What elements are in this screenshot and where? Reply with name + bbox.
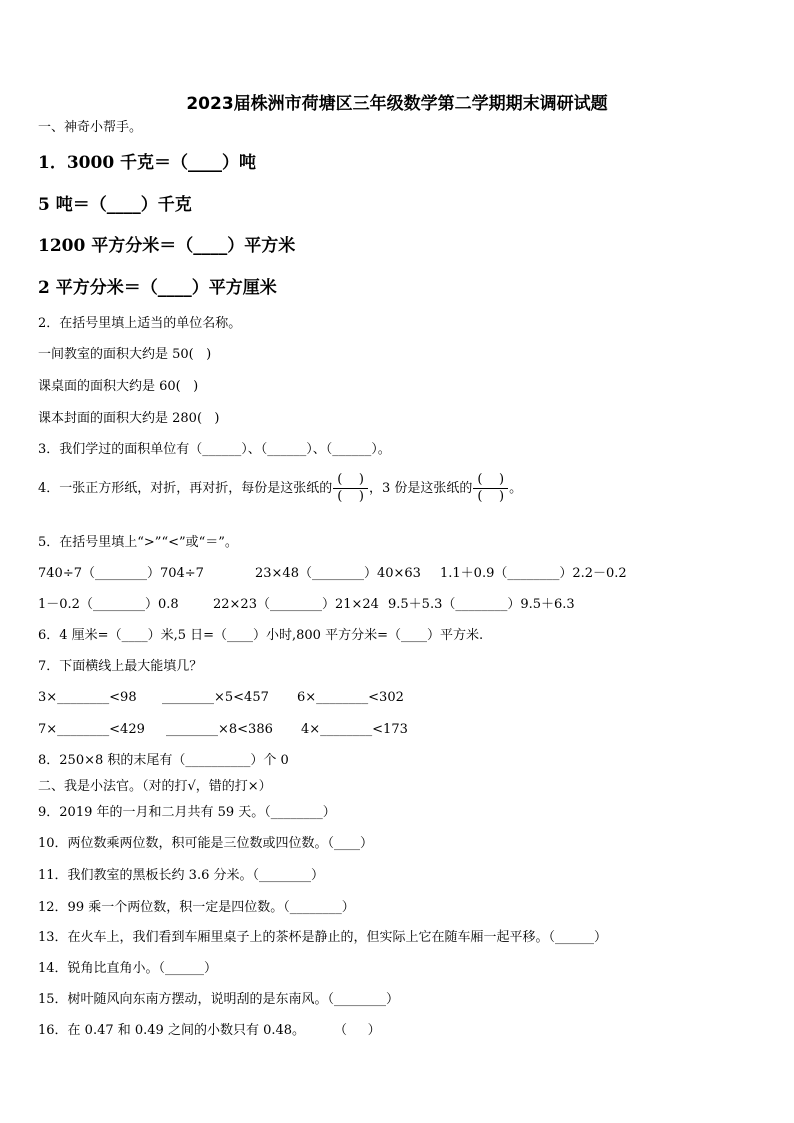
question-15: 15．树叶随风向东南方摆动，说明刮的是东南风。（________） bbox=[38, 992, 400, 1007]
page-title: 2023届株洲市荷塘区三年级数学第二学期期末调研试题 bbox=[186, 94, 608, 114]
question-2c: 课本封面的面积大约是 280( ) bbox=[38, 411, 220, 426]
question-4-text-1: 4．一张正方形纸，对折，再对折，每份是这张纸的 bbox=[38, 481, 333, 496]
question-8: 8．250×8 积的末尾有（__________）个 0 bbox=[38, 753, 289, 768]
question-5-item: 22×23（________）21×24 bbox=[213, 597, 379, 612]
question-16: 16．在 0.47 和 0.49 之间的小数只有 0.48。 （ ） bbox=[38, 1023, 381, 1038]
question-1c: 1200 平方分米＝（____）平方米 bbox=[38, 236, 296, 256]
question-5-item: 740÷7（________）704÷7 bbox=[38, 566, 204, 581]
question-4-text-2: ，3 份是这张纸的 bbox=[368, 481, 473, 496]
question-7-item: 6×________<302 bbox=[297, 690, 404, 705]
question-5-item: 9.5＋5.3（________）9.5＋6.3 bbox=[388, 597, 575, 612]
question-2-stem: 2．在括号里填上适当的单位名称。 bbox=[38, 316, 242, 331]
question-7-item: ________×5<457 bbox=[162, 690, 269, 705]
question-5-item: 23×48（________）40×63 bbox=[255, 566, 421, 581]
fraction-blank-1: $\frac{( )}{( )}$ bbox=[333, 472, 368, 505]
question-6: 6．4 厘米=（____）米,5 日=（____）小时,800 平方分米=（____）平方米. bbox=[38, 628, 484, 643]
question-1b: 5 吨＝（____）千克 bbox=[38, 195, 192, 215]
section-heading-2: 二、我是小法官。（对的打√，错的打×） bbox=[38, 779, 272, 794]
question-13: 13．在火车上，我们看到车厢里桌子上的茶杯是静止的，但实际上它在随车厢一起平移。（______） bbox=[38, 930, 608, 945]
question-7-item: 4×________<173 bbox=[301, 722, 408, 737]
question-3: 3．我们学过的面积单位有（______）、（______）、（______）。 bbox=[38, 442, 391, 457]
question-1d: 2 平方分米＝（____）平方厘米 bbox=[38, 278, 277, 298]
question-7-stem: 7．下面横线上最大能填几？ bbox=[38, 659, 203, 674]
question-5-item: 1.1＋0.9（________）2.2－0.2 bbox=[440, 566, 627, 581]
question-7-item: 3×________<98 bbox=[38, 690, 137, 705]
section-heading-1: 一、神奇小帮手。 bbox=[38, 120, 143, 135]
question-7-item: 7×________<429 bbox=[38, 722, 145, 737]
question-1a: 1．3000 千克＝（____）吨 bbox=[38, 153, 257, 173]
question-2b: 课桌面的面积大约是 60( ) bbox=[38, 379, 199, 394]
question-5-item: 1－0.2（________）0.8 bbox=[38, 597, 179, 612]
question-7-item: ________×8<386 bbox=[166, 722, 273, 737]
question-4 bbox=[38, 472, 522, 506]
question-14: 14．锐角比直角小。（______） bbox=[38, 961, 218, 976]
fraction-blank-2: $\frac{( )}{( )}$ bbox=[473, 472, 508, 505]
question-2a: 一间教室的面积大约是 50( ) bbox=[38, 347, 212, 362]
question-4-text-3: 。 bbox=[509, 481, 523, 496]
question-11: 11．我们教室的黑板长约 3.6 分米。（________） bbox=[38, 868, 324, 883]
question-9: 9．2019 年的一月和二月共有 59 天。（________） bbox=[38, 805, 336, 820]
question-12: 12．99 乘一个两位数，积一定是四位数。（________） bbox=[38, 900, 355, 915]
question-10: 10．两位数乘两位数，积可能是三位数或四位数。（____） bbox=[38, 836, 374, 851]
question-5-stem: 5．在括号里填上“>”“<”或“＝”。 bbox=[38, 535, 238, 550]
